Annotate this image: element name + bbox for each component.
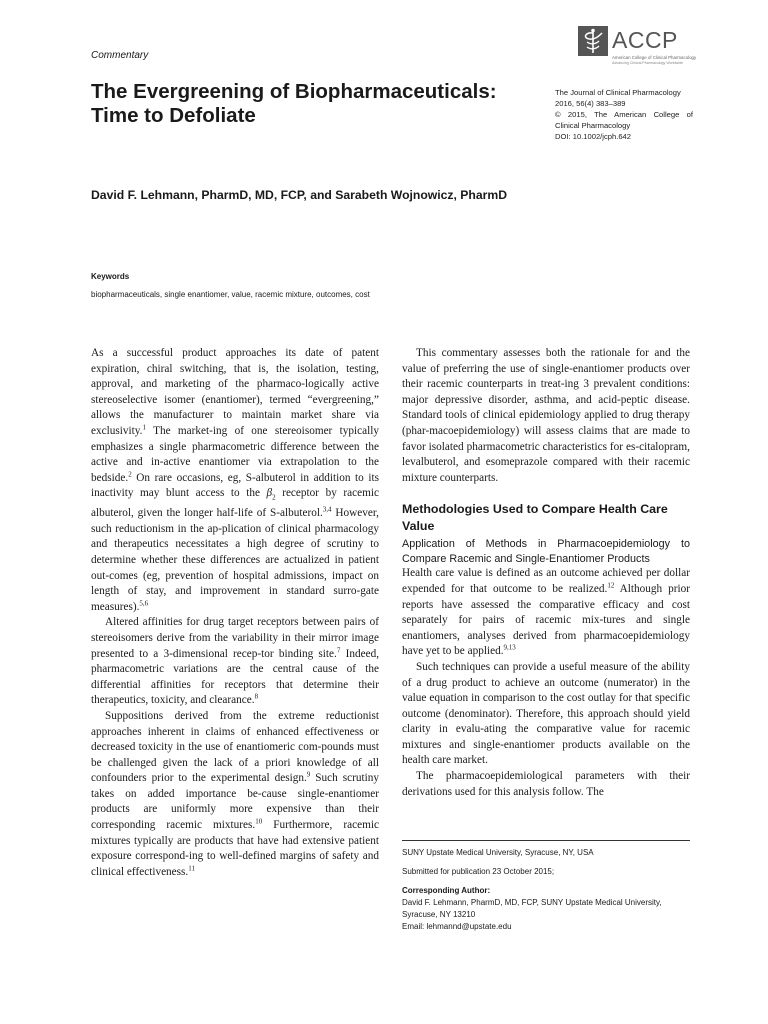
journal-info bbox=[555, 87, 693, 142]
paragraph: This commentary assesses both the rationale for and the value of preferring the use of single-enantiomer products over their racemic counterparts in treat-ing 3 prevalent conditions: major depressive disorder, asthma, and acid-peptic disease. Standard tools of clinical epidemiology applied to drug therapy (phar-macoepidemiology) will assess claims that are made to favor isolated pharmacometric characteristics for es-citalopram, levalbuterol, and esomeprazole compared with their racemic mixture counterparts. bbox=[402, 347, 690, 484]
paragraph: Such techniques can provide a useful measure of the ability of a drug product to achieve an outcome (numerator) in the value equation in comparison to the cost outlay for that specific outcome (denominator). Therefore, this approach should yield clarity in evalu-ating the comparative value for racemic mixtures and single-enantiomer products available on the health care market. bbox=[402, 660, 690, 767]
journal-name: The Journal of Clinical Pharmacology bbox=[555, 88, 681, 97]
subsection-heading: Application of Methods in Pharmacoepidemiology to Compare Racemic and Single-Enantiomer Products bbox=[402, 538, 690, 565]
citation-ref[interactable]: 9 bbox=[306, 770, 311, 779]
paragraph: As a successful product approaches its date of patent expiration, chiral switching, that is, the isolation, testing, approval, and marketing of the pharmaco-logically active stereoselective isomer (enantiomer), termed “evergreening,” allows the manufacturer to maintain market share via exclusivity.$^1$ The market-ing of one stereoisomer typically emphasizes a single pharmacometric difference between the active and in-active enantiomer via extrapolation to the bedside.$^2$ On rare occasions, eg, S-albuterol in addition to its inactivity may blunt access to the $\beta_2$ receptor by racemic albuterol, given the longer half-life of S-albuterol.$^{3,4}$ However, such reductionism in the ap-plication of clinical pharmacology and therapeutics necessitates a high degree of scrutiny to determine whether these differences are actualized in patient out-comes (eg, prevention of hospital admissions, impact on length of stay, and improvement in standard surro-gate measures).$^{5,6}$ bbox=[91, 347, 379, 613]
citation-ref[interactable]: 8 bbox=[254, 692, 259, 701]
author-list: David F. Lehmann, PharmD, MD, FCP, and Sarabeth Wojnowicz, PharmD bbox=[91, 188, 508, 202]
corresponding-author-label: Corresponding Author: bbox=[402, 886, 491, 895]
citation-ref[interactable]: 11 bbox=[188, 864, 195, 873]
corresponding-author-details: David F. Lehmann, PharmD, MD, FCP, SUNY Upstate Medical University, Syracuse, NY 13210 bbox=[402, 898, 662, 919]
keywords-text: biopharmaceuticals, single enantiomer, value, racemic mixture, outcomes, cost bbox=[91, 290, 370, 299]
affiliation-note: SUNY Upstate Medical University, Syracuse, NY, USA bbox=[402, 848, 594, 857]
paragraph: The pharmacoepidemiological parameters with their derivations used for this analysis follow. The bbox=[402, 770, 690, 798]
citation-ref[interactable]: 9,13 bbox=[503, 643, 516, 652]
citation-ref[interactable]: 3,4 bbox=[322, 505, 332, 514]
paragraph: Health care value is defined as an outcome achieved per dollar expended for that outcome to be realized.$^{12}$ Although prior reports have assessed the comparative efficacy and cost separately for pairs of racemic mix-tures and single enantiomers, analyses derived from pharmacoepidemiology have yet to be applied.$^{9,13}$ bbox=[402, 567, 691, 658]
body-column-right bbox=[402, 346, 690, 800]
citation-ref[interactable]: 10 bbox=[255, 817, 263, 826]
accp-tagline: Advancing Clinical Pharmacology Worldwide bbox=[612, 61, 684, 65]
citation-ref[interactable]: 2 bbox=[128, 470, 132, 478]
accp-wordmark: ACCP bbox=[612, 27, 678, 53]
keywords-heading: Keywords bbox=[91, 272, 130, 281]
citation-ref[interactable]: 1 bbox=[142, 423, 146, 432]
section-label: Commentary bbox=[91, 50, 149, 61]
section-heading: Methodologies Used to Compare Health Care Value bbox=[402, 502, 668, 534]
submission-note: Submitted for publication 23 October 2015; bbox=[402, 867, 555, 876]
accp-logo bbox=[578, 26, 698, 68]
journal-citation: 2016, 56(4) 383–389 bbox=[555, 99, 626, 108]
citation-ref[interactable]: 12 bbox=[607, 581, 615, 590]
journal-doi[interactable]: DOI: 10.1002/jcph.642 bbox=[555, 132, 631, 141]
body-column-left bbox=[91, 346, 379, 880]
footnote-divider bbox=[402, 840, 690, 841]
citation-ref[interactable]: 5,6 bbox=[139, 599, 149, 607]
citation-ref[interactable]: 7 bbox=[336, 645, 341, 654]
accp-subtitle: American College of Clinical Pharmacology bbox=[612, 55, 697, 60]
journal-copyright: © 2015, The American College of Clinical Pharmacology bbox=[555, 110, 693, 130]
accp-caduceus-icon bbox=[578, 26, 608, 56]
corresponding-author-email[interactable]: Email: lehmannd@upstate.edu bbox=[402, 922, 512, 931]
paragraph: Suppositions derived from the extreme reductionist approaches inherent in claims of enhanced effectiveness or decreased toxicity in the use of enantiomeric com-pounds must be challenged given the lack of a priori knowledge of all confounders prior to the experimental design.$^9$ Such scrutiny takes on added importance be-cause single-enantiomer products are uniformly more expensive than their corresponding racemic mixtures.$^{10}$ Furthermore, racemic mixtures typically are products that have had extensive patient exposure correspond-ing to well-defined margins of safety and clinical effectiveness.$^{11}$ bbox=[91, 709, 379, 878]
paragraph: Altered affinities for drug target receptors between pairs of stereoisomers derive from the variability in their mirror image presented to a 3-dimensional recep-tor binding site.$^7$ Indeed, pharmacometric variations are the central cause of the differential affinities for receptors that determine their therapeutics, toxicity, and clearance.$^8$ bbox=[91, 616, 380, 707]
article-title: The Evergreening of Biopharmaceuticals: Time to Defoliate bbox=[91, 80, 497, 127]
